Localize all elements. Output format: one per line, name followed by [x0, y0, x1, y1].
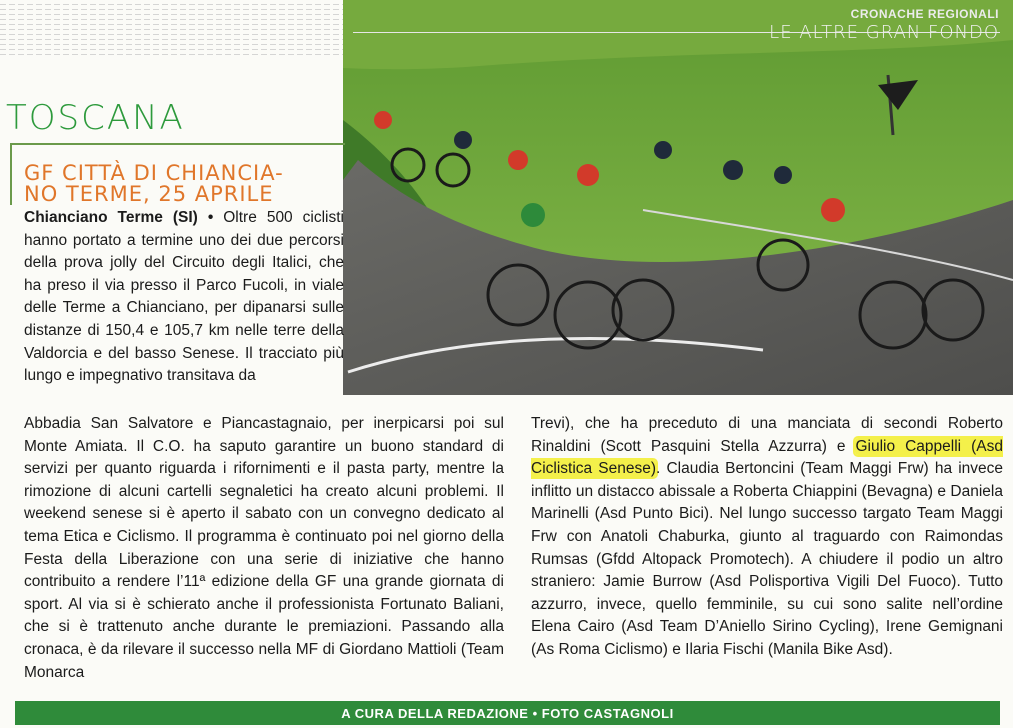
article-column-1 [24, 207, 344, 388]
article-text-col1: Oltre 500 ciclisti hanno portato a termine uno dei due percorsi della prova jolly del Circuito degli Italici, che ha preso il via presso il Parco Fucoli, in viale delle Terme a Chianciano, per dipanarsi sulle distanze di 150,4 e 105,7 km nelle terre della Valdorcia e del basso Senese. Il tracciato più lungo e impegnativo transitava da [24, 209, 344, 385]
highlighted-text: Giulio Cappelli (Asd Ciclistica Senese) [531, 437, 1003, 478]
section-label: CRONACHE REGIONALI [850, 7, 999, 21]
dateline: Chianciano Terme (SI) • [24, 209, 214, 226]
credit-bar [15, 701, 1000, 725]
region-title: TOSCANA [6, 98, 185, 138]
article-headline [24, 163, 336, 205]
article-column-2 [531, 413, 1003, 662]
credit-text: A CURA DELLA REDAZIONE • FOTO CASTAGNOLI [341, 705, 674, 721]
article-text-col2-b: . Claudia Bertoncini (Team Maggi Frw) ha invece inflitto un distacco abissale a Roberta Chiappini (Bevagna) e Daniela Marinelli (Asd Punto Bici). Nel lungo successo targato Team Maggi Frw con Anatoli Chaburka, giunto al traguardo con Raimondas Rumsas (Gfdd Altopack Promotech). A chiudere il podio un altro straniero: Jamie Burrow (Asd Polisportiva Vigili Del Fuoco). Tutto azzurro, invece, quello femminile, su cui sono salite nell’ordine Elena Cairo (Asd Team D’Aniello Sirino Cycling), Irene Gemignani (As Roma Ciclismo) e Ilaria Fischi (Manila Bike Asd). [531, 460, 1004, 658]
cyclists-photo [343, 0, 1013, 395]
article-text-col2-a: Trevi), che ha preceduto di una manciata di secondi Roberto Rinaldini (Scott Pasquini Stella Azzurra) e [531, 415, 1003, 455]
headline-line-1: GF CITTÀ DI CHIANCIA- [24, 161, 284, 185]
page-header-title: LE ALTRE GRAN FONDO [769, 22, 999, 43]
article-text-wide: Abbadia San Salvatore e Piancastagnaio, per inerpicarsi poi sul Monte Amiata. Il C.O. ha saputo garantire un buono standard di servizi per quanto riguarda i rifornimenti e il pasta party, mentre la rimozione di alcuni cartelli segnaletici ha creato alcuni problemi. Il weekend senese si è aperto il sabato con un convegno dedicato al tema Etica e Ciclismo. Il programma è continuato poi nel giorno della Festa della Liberazione con una serie di iniziative che hanno contribuito a rendere l’11ª edizione della GF una grande giornata di sport. Al via si è schierato anche il professionista Fortunato Baliani, che si è trattenuto anche durante le premiazioni. Passando alla cronaca, è da rilevare il successo nella MF di Giordano Mattioli (Team Monarca [24, 415, 504, 681]
article-column-1-continued [24, 413, 504, 684]
decorative-dashed-lines [0, 0, 343, 56]
headline-line-2: NO TERME, 25 APRILE [24, 182, 274, 206]
